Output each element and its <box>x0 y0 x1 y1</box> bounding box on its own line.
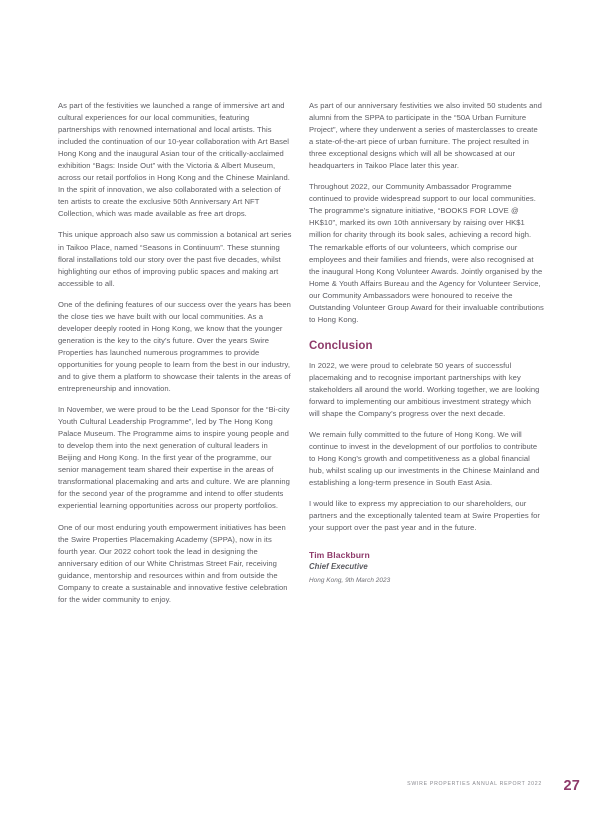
paragraph: In November, we were proud to be the Lead Sponsor for the “Bi-city Youth Cultural Leadership Programme”, led by The Hong Kong Palace Museum. The Programme aims to inspire young people and to develop them into the next generation of cultural leaders in Beijing and Hong Kong. In the first year of the programme, our senior management team shared their expertise in the areas of transformational placemaking and arts and culture. We are planning for the second year of the programme and intend to offer students experiential learning opportunities across our property portfolios. <box>58 405 290 511</box>
section-heading-conclusion: Conclusion <box>309 339 373 352</box>
paragraph: In 2022, we were proud to celebrate 50 years of successful placemaking and to recognise important partnerships with key stakeholders all around the world. Working together, we are looking forward to implementing our ambitious investment strategy which will shape the Company’s progress over the next decade. <box>309 360 540 419</box>
left-column <box>58 100 293 606</box>
paragraph: As part of the festivities we launched a range of immersive art and cultural experiences for our local communities, featuring partnerships with renowned international and local artists. This included the continuation of our 10-year collaboration with Art Basel Hong Kong and the inaugural Asian tour of the critically-acclaimed exhibition “Bags: Inside Out” with the Victoria & Albert Museum, across our retail portfolios in Hong Kong and the Chinese Mainland. In the spirit of innovation, we also collaborated with a selection of ten artists to create the exclusive 50th Anniversary Art NFT Collection, which was made available as free art drops. <box>58 101 290 219</box>
footer-report-label: SWIRE PROPERTIES ANNUAL REPORT 2022 <box>407 781 542 787</box>
page-number: 27 <box>563 778 580 794</box>
page-footer <box>0 766 600 814</box>
paragraph: This unique approach also saw us commission a botanical art series in Taikoo Place, named “Seasons in Continuum”. These stunning floral installations told our story over the past five decades, whilst highlighting our ethos of improving public spaces and making art accessible to all. <box>58 230 292 288</box>
paragraph: I would like to express my appreciation to our shareholders, our partners and the exceptionally talented team at Swire Properties for your support over the past year and in the future. <box>309 499 540 533</box>
right-column <box>309 100 544 606</box>
signature-date-line: Hong Kong, 9th March 2023 <box>309 577 391 585</box>
paragraph: One of our most enduring youth empowerment initiatives has been the Swire Properties Placemaking Academy (SPPA), now in its fourth year. Our 2022 cohort took the lead in designing the anniversary edition of our White Christmas Street Fair, receiving guidance, mentorship and resources within and from outside the Company to create a sustainable and innovative festive celebration for the wider community to enjoy. <box>58 522 288 604</box>
signatory-title: Chief Executive <box>309 562 368 572</box>
paragraph: One of the defining features of our success over the years has been the close ties we have built with our local communities. As a developer deeply rooted in Hong Kong, we know that the younger generation is the key to the city’s future. Over the years Swire Properties has launched numerous programmes to provide opportunities for young people to learn from the best in our industry, and to give them a platform to showcase their talents in the areas of entrepreneurship and innovation. <box>58 299 291 394</box>
signature-block <box>309 550 544 585</box>
two-column-text-body <box>58 100 544 606</box>
paragraph: As part of our anniversary festivities we also invited 50 students and alumni from the SPPA to participate in the “50A Urban Furniture Project”, where they underwent a series of masterclasses to create a state-of-the-art piece of urban furniture. The project resulted in three exceptional designs which will all be showcased at our headquarters in Taikoo Place later this year. <box>309 101 542 171</box>
paragraph: We remain fully committed to the future of Hong Kong. We will continue to invest in the development of our portfolios to contribute to Hong Kong’s growth and competitiveness as a global financial hub, whilst scaling up our investments in the Chinese Mainland and establishing a long-term presence in South East Asia. <box>309 430 540 488</box>
paragraph: Throughout 2022, our Community Ambassador Programme continued to provide widespread support to our local communities. The programme’s signature initiative, “BOOKS FOR LOVE @ HK$10”, marked its own 10th anniversary by raising over HK$1 million for charity through its book sales, achieving a record high. The remarkable efforts of our volunteers, which comprise our employees and their families and friends, were also recognised at the inaugural Hong Kong Volunteer Awards. Jointly organised by the Home & Youth Affairs Bureau and the Agency for Volunteer Service, our Community Ambassadors were honoured to receive the Outstanding Volunteer Group Award for their invaluable contributions to Hong Kong. <box>309 182 544 324</box>
signatory-name: Tim Blackburn <box>309 550 370 561</box>
